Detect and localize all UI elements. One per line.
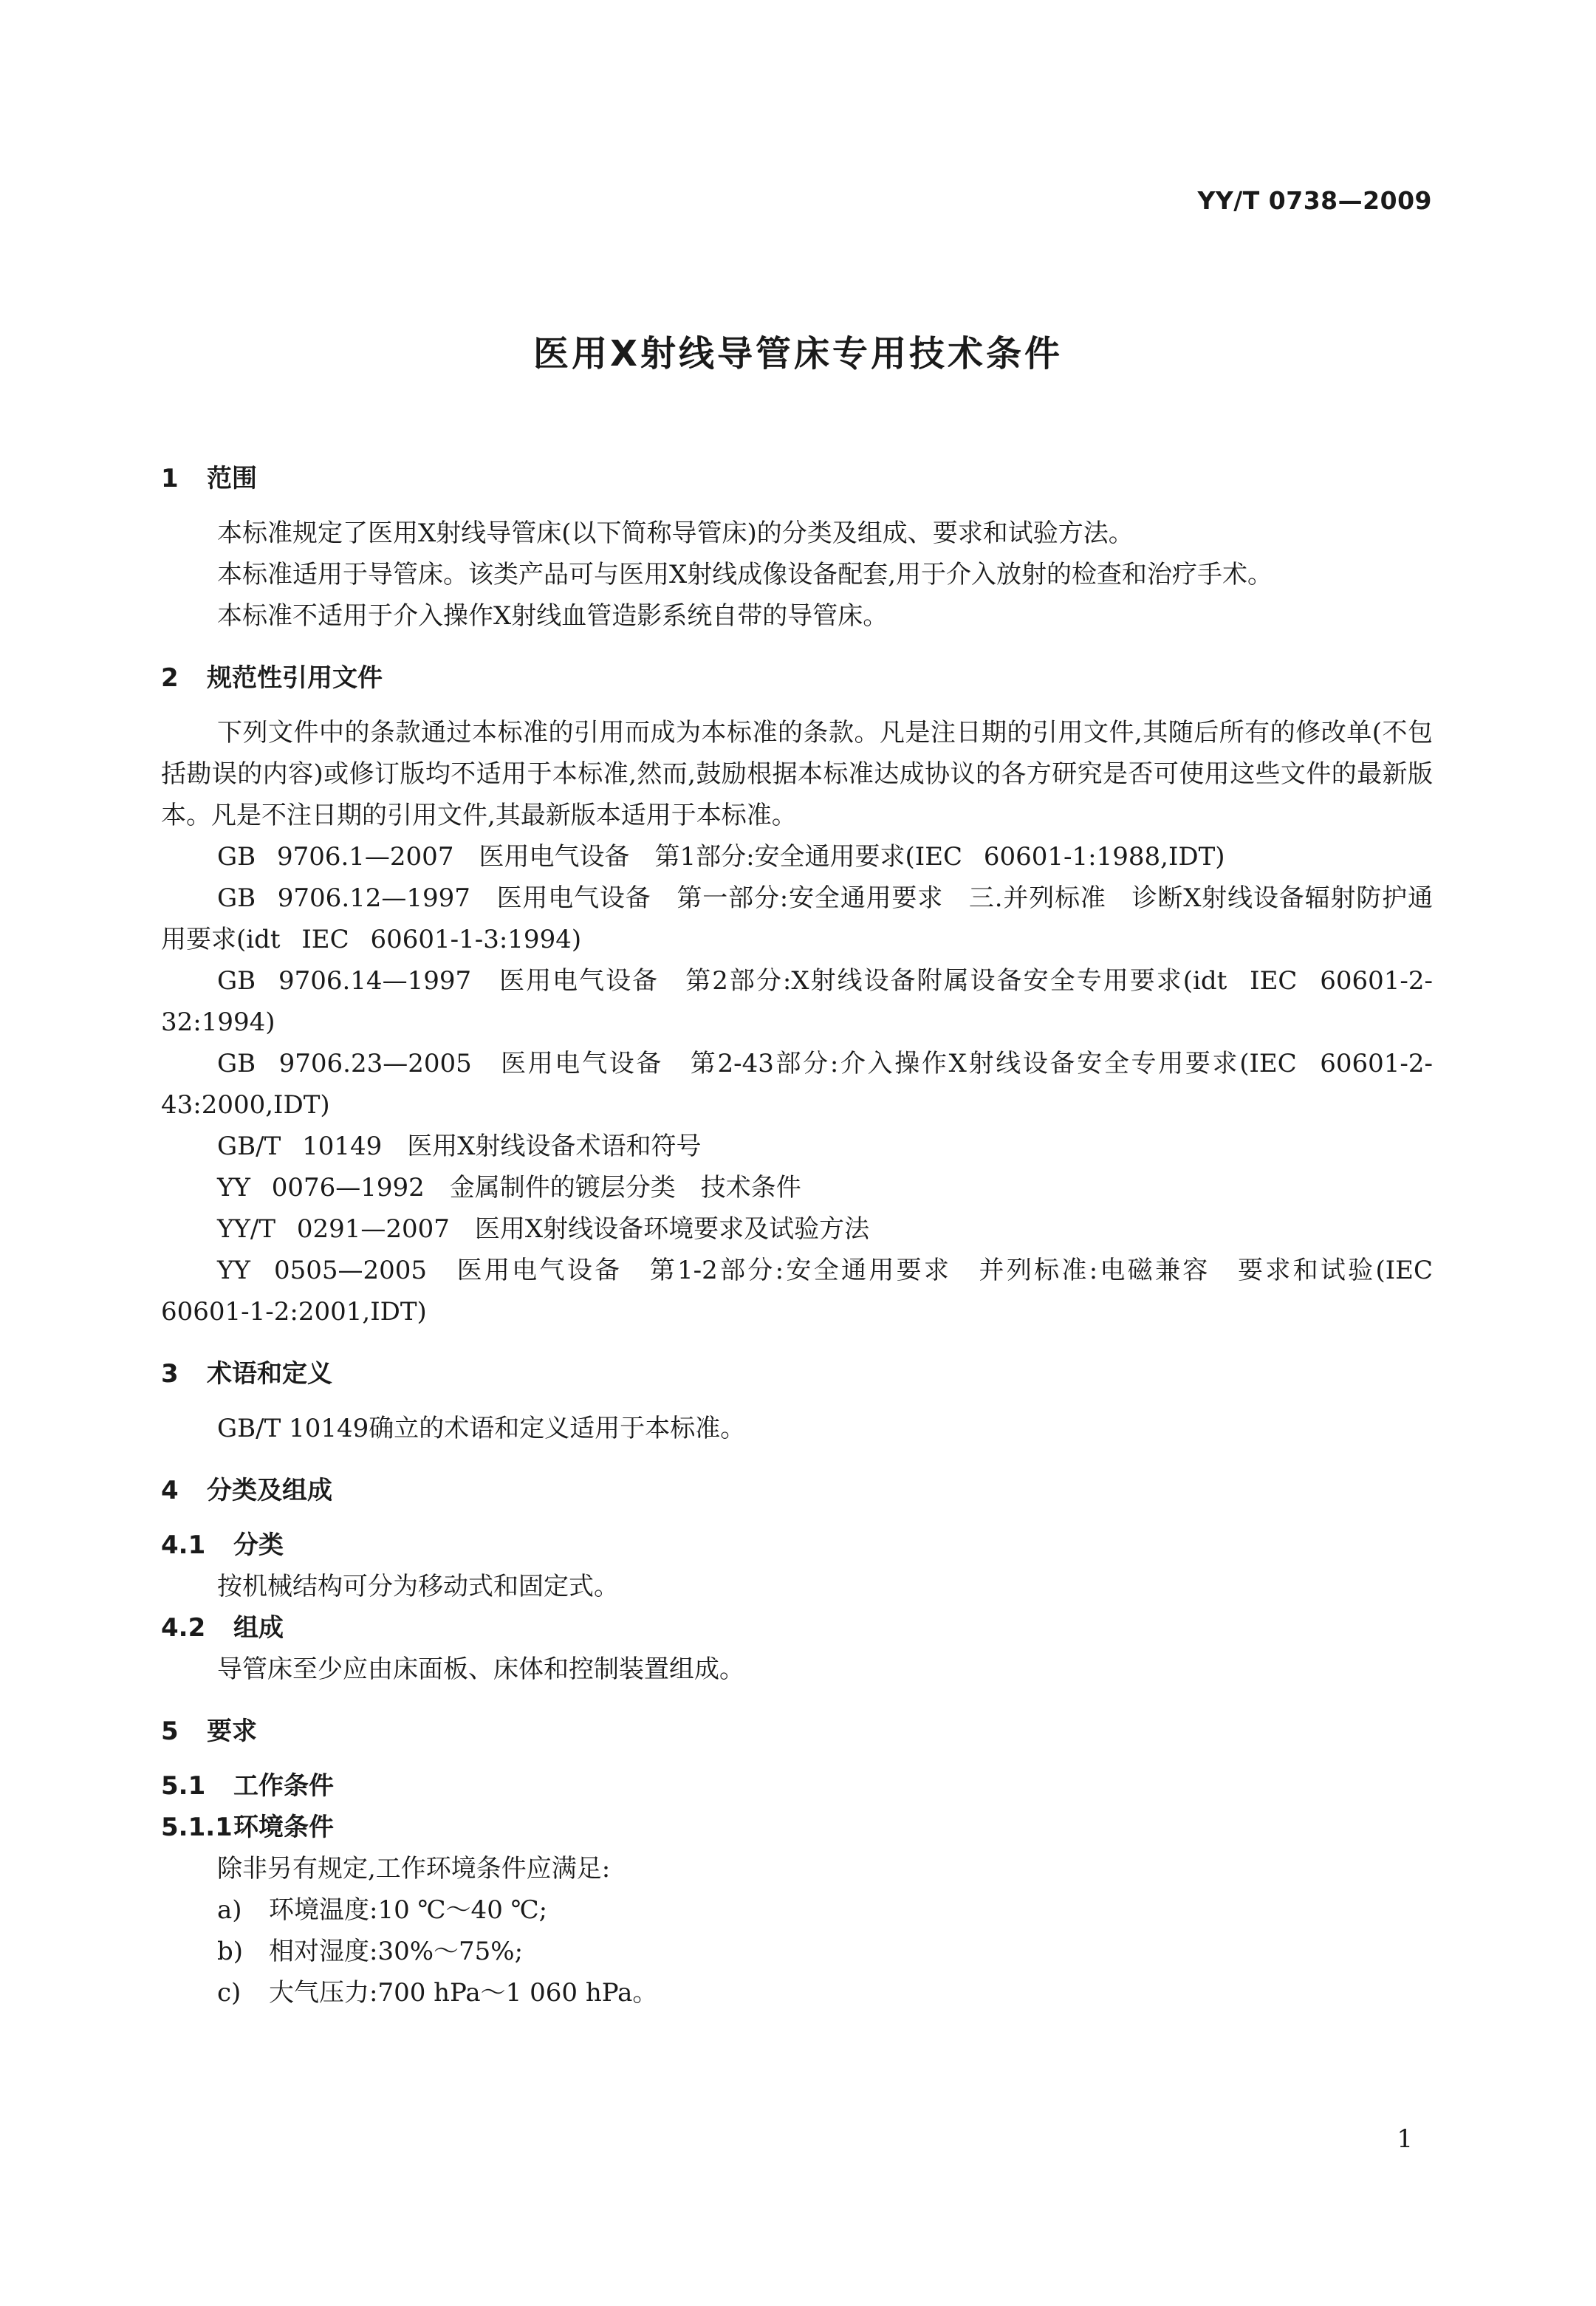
section-5-heading: [161, 1711, 1433, 1752]
section-3-heading: [161, 1353, 1433, 1395]
section-2-heading: [161, 657, 1433, 699]
subsection-number: 4.2: [161, 1613, 206, 1643]
reference-item: YY 0505—2005 医用电气设备 第1-2部分:安全通用要求 并列标准:电磁兼容 要求和试验(IEC 60601-1-2:2001,IDT): [161, 1256, 1433, 1327]
section-title: 分类及组成: [207, 1476, 332, 1505]
section-number: 4: [161, 1476, 179, 1505]
reference-item: GB 9706.23—2005 医用电气设备 第2-43部分:介入操作X射线设备安全专用要求(IEC 60601-2-43:2000,IDT): [161, 1049, 1433, 1120]
subsection-number: 5.1: [161, 1771, 206, 1801]
subsection-5-1-heading: [161, 1765, 1433, 1807]
document-title: 医用X射线导管床专用技术条件: [532, 333, 1063, 374]
subsection-number: 4.1: [161, 1530, 206, 1560]
subsection-number: 5.1.1: [161, 1813, 233, 1842]
paragraph: 按机械结构可分为移动式和固定式。: [217, 1572, 619, 1601]
list-text: 环境温度:10 ℃～40 ℃;: [269, 1895, 548, 1925]
section-number: 5: [161, 1717, 179, 1746]
paragraph: GB/T 10149确立的术语和定义适用于本标准。: [217, 1414, 746, 1443]
section-4-heading: [161, 1470, 1433, 1511]
subsection-title: 环境条件: [233, 1813, 334, 1842]
subsection-5-1-1-heading: [161, 1807, 1433, 1848]
list-marker: c): [217, 1978, 242, 2008]
section-1-heading: [161, 458, 1433, 499]
paragraph: 本标准规定了医用X射线导管床(以下简称导管床)的分类及组成、要求和试验方法。: [217, 519, 1134, 548]
reference-item: GB 9706.12—1997 医用电气设备 第一部分:安全通用要求 三.并列标准 诊断X射线设备辐射防护通用要求(idt IEC 60601-1-3:1994): [161, 883, 1433, 954]
subsection-title: 分类: [233, 1530, 284, 1560]
reference-item: GB 9706.14—1997 医用电气设备 第2部分:X射线设备附属设备安全专用要求(idt IEC 60601-2-32:1994): [161, 966, 1433, 1037]
list-item: [161, 1889, 1433, 1931]
list-marker: a): [217, 1895, 242, 1925]
subsection-title: 组成: [233, 1613, 284, 1643]
subsection-title: 工作条件: [233, 1771, 334, 1801]
section-title: 要求: [207, 1717, 257, 1746]
section-number: 1: [161, 464, 179, 493]
paragraph: 除非另有规定,工作环境条件应满足:: [217, 1854, 611, 1884]
list-item: [161, 1972, 1433, 2014]
section-title: 范围: [207, 464, 257, 493]
reference-item: YY 0076—1992 金属制件的镀层分类 技术条件: [217, 1173, 801, 1202]
paragraph: 本标准不适用于介入操作X射线血管造影系统自带的导管床。: [217, 601, 888, 631]
list-text: 大气压力:700 hPa～1 060 hPa。: [269, 1978, 658, 2008]
section-number: 3: [161, 1359, 179, 1389]
list-text: 相对湿度:30%～75%;: [269, 1937, 524, 1966]
paragraph: 导管床至少应由床面板、床体和控制装置组成。: [217, 1655, 744, 1684]
paragraph: 下列文件中的条款通过本标准的引用而成为本标准的条款。凡是注日期的引用文件,其随后所有的修改单(不包括勘误的内容)或修订版均不适用于本标准,然而,鼓励根据本标准达成协议的各方研究是否可使用这些文件的最新版本。凡是不注日期的引用文件,其最新版本适用于本标准。: [161, 718, 1433, 830]
subsection-4-2-heading: [161, 1607, 1433, 1649]
paragraph: 本标准适用于导管床。该类产品可与医用X射线成像设备配套,用于介入放射的检查和治疗手术。: [217, 560, 1273, 589]
list-item: [161, 1931, 1433, 1972]
section-title: 术语和定义: [207, 1359, 332, 1389]
section-title: 规范性引用文件: [207, 663, 383, 693]
document-body: [161, 458, 1433, 2014]
reference-item: YY/T 0291—2007 医用X射线设备环境要求及试验方法: [217, 1214, 870, 1244]
list-marker: b): [217, 1937, 244, 1966]
subsection-4-1-heading: [161, 1525, 1433, 1566]
standard-code: YY/T 0738—2009: [1197, 186, 1432, 215]
page-number: 1: [1397, 2124, 1413, 2154]
section-number: 2: [161, 663, 179, 693]
reference-item: GB/T 10149 医用X射线设备术语和符号: [217, 1132, 702, 1161]
reference-item: GB 9706.1—2007 医用电气设备 第1部分:安全通用要求(IEC 60601-1:1988,IDT): [217, 842, 1225, 872]
